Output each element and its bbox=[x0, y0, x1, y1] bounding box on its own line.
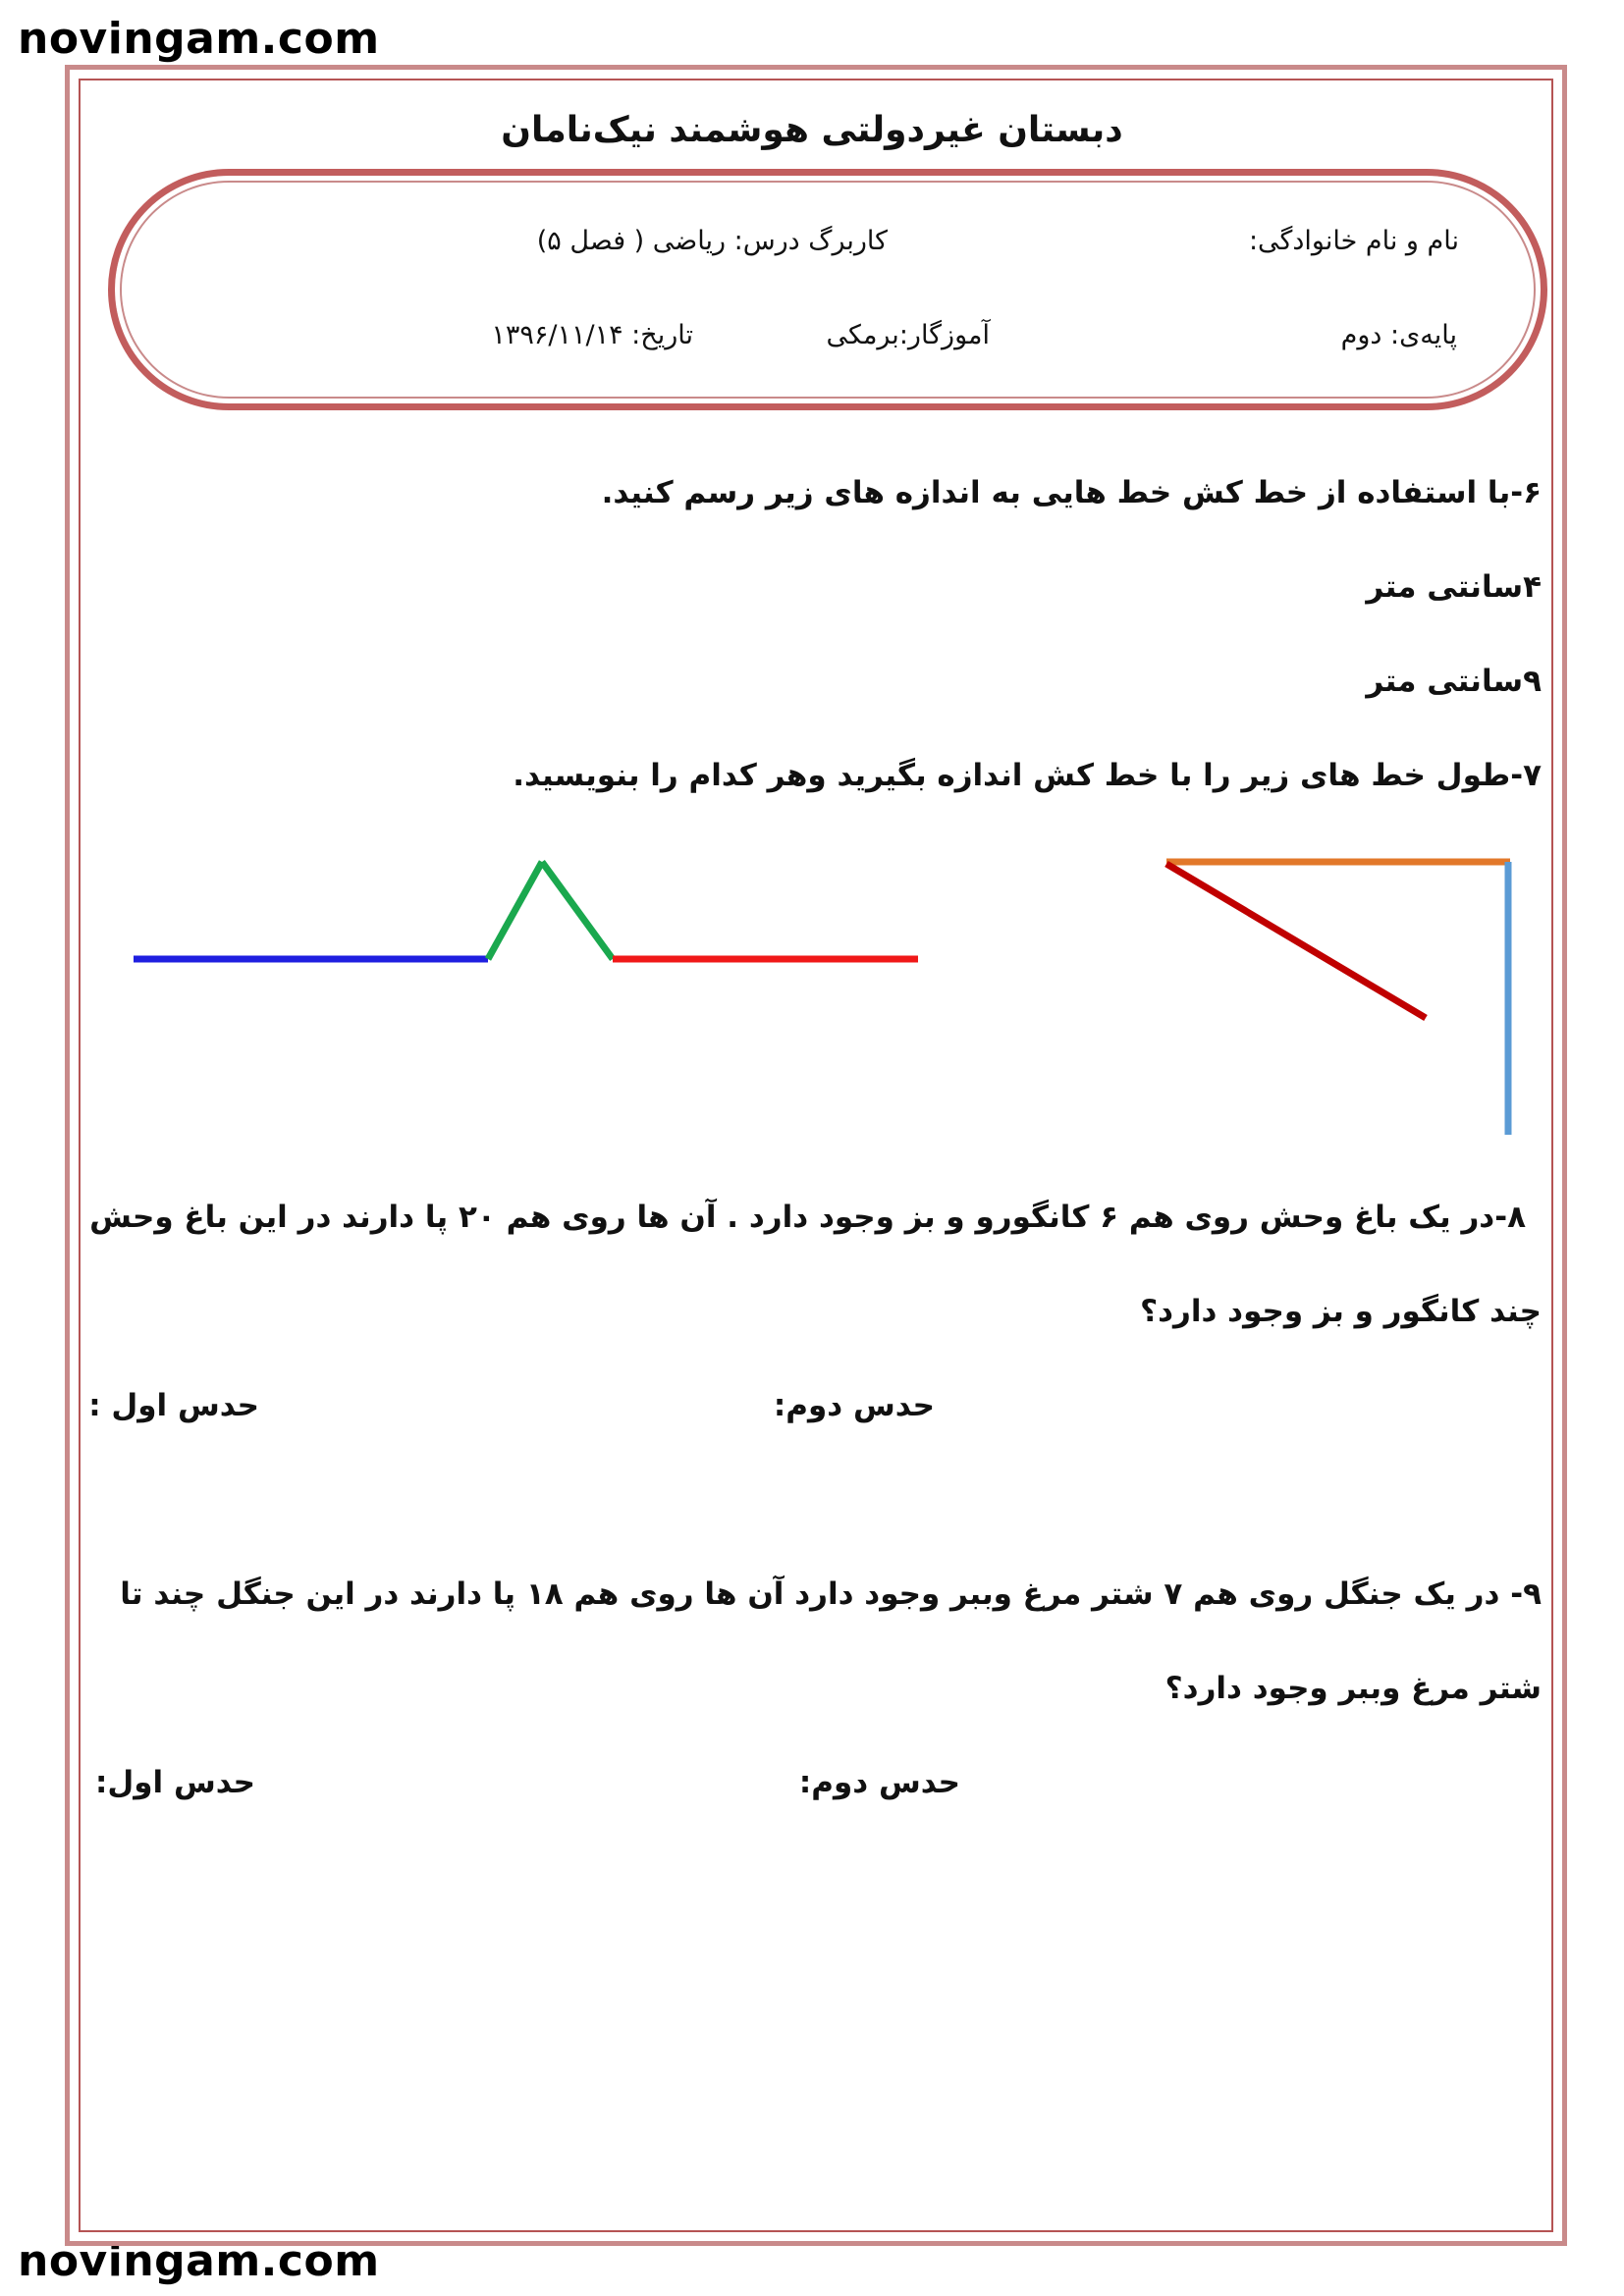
school-name: دبستان غیردولتی هوشمند نیک‌نامان bbox=[501, 110, 1123, 150]
teacher-label: آموزگار:برمکی bbox=[826, 320, 990, 350]
question-7-text: ۷-طول خط های زیر را با خط کش اندازه بگیرید وهر کدام را بنویسید. bbox=[513, 758, 1542, 793]
question-9-guess-first: حدس اول: bbox=[94, 1765, 255, 1800]
question-9-guess-second: حدس دوم: bbox=[798, 1765, 960, 1800]
dark-red-segment bbox=[1166, 864, 1426, 1018]
question-8-line-1: ۸-در یک باغ وحش روی هم ۶ کانگورو و بز وجود دارد . آن ها روی هم ۲۰ پا دارند در این باغ وحش bbox=[89, 1200, 1526, 1235]
watermark-bottom: novingam.com bbox=[18, 2236, 380, 2286]
question-8-guess-first: حدس اول : bbox=[88, 1388, 259, 1423]
grade-label: پایه‌ی: دوم bbox=[1340, 320, 1457, 350]
question-8-line-2: چند کانگور و بز وجود دارد؟ bbox=[1140, 1294, 1542, 1329]
name-field-label: نام و نام خانوادگی: bbox=[1248, 226, 1459, 256]
green-segment-up bbox=[488, 862, 542, 959]
question-6-length-4cm: ۴سانتی متر bbox=[1366, 569, 1542, 605]
worksheet-label: کاربرگ درس: ریاضی ( فصل ۵) bbox=[536, 226, 888, 256]
question-8-guess-second: حدس دوم: bbox=[773, 1388, 935, 1423]
question-6-text: ۶-با استفاده از خط کش خط هایی به اندازه های زیر رسم کنید. bbox=[601, 475, 1542, 510]
date-label: تاریخ: ۱۳۹۶/۱۱/۱۴ bbox=[491, 320, 693, 350]
question-9-line-1: ۹- در یک جنگل روی هم ۷ شتر مرغ وببر وجود دارد آن ها روی هم ۱۸ پا دارند در این جنگل چند تا bbox=[120, 1576, 1542, 1612]
watermark-top: novingam.com bbox=[18, 14, 380, 64]
green-segment-down bbox=[542, 862, 613, 959]
question-6-length-9cm: ۹سانتی متر bbox=[1366, 664, 1542, 699]
question-9-line-2: شتر مرغ وببر وجود دارد؟ bbox=[1164, 1671, 1542, 1706]
